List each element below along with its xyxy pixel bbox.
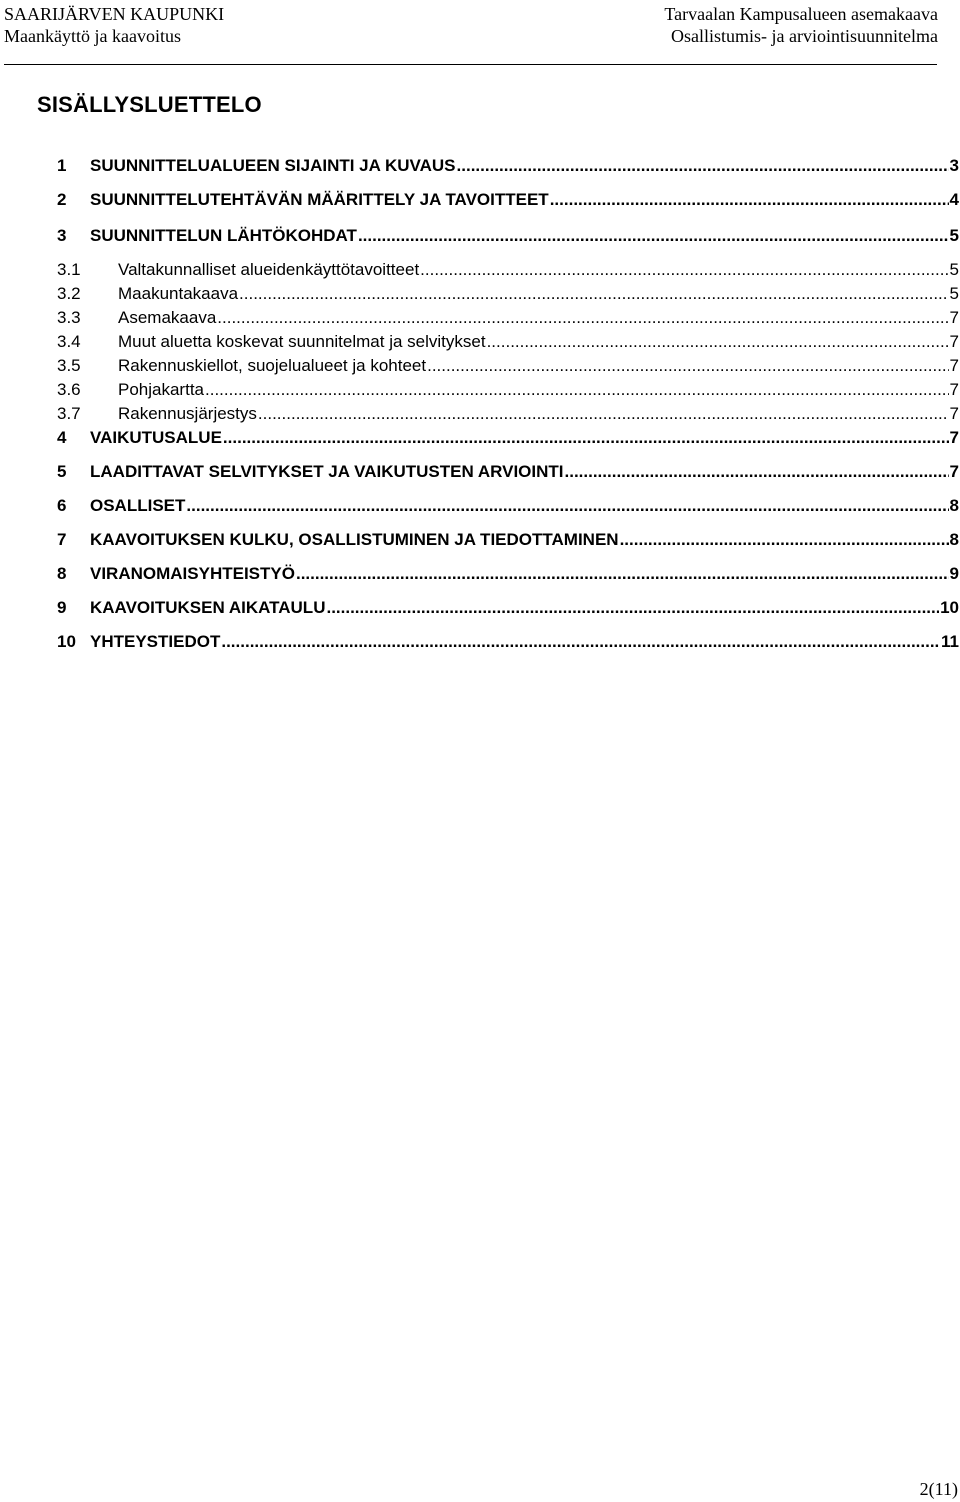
toc-subentry[interactable] [57, 306, 960, 330]
toc-entry-number: 10 [57, 632, 76, 651]
toc-entry[interactable] [57, 630, 960, 654]
toc-entry-title: SUUNNITTELUALUEEN SIJAINTI JA KUVAUS [90, 156, 456, 175]
toc-entry-title: Rakennusjärjestys [118, 404, 257, 423]
header-left [4, 3, 224, 47]
toc-entry-page: 7 [949, 380, 959, 399]
page-number: 2(11) [919, 1479, 958, 1499]
toc-entry-page: 10 [940, 598, 959, 617]
toc-entry-number: 7 [57, 530, 67, 549]
toc-entry-page: 4 [949, 190, 959, 209]
toc-entry-page: 7 [949, 404, 959, 423]
toc-entry-title: Asemakaava [118, 308, 217, 327]
toc-dot-leader [358, 224, 949, 248]
toc-dot-leader [221, 630, 940, 654]
toc-dot-leader [427, 354, 948, 378]
toc-entry-title: KAAVOITUKSEN AIKATAULU [90, 598, 326, 617]
header-divider [4, 64, 937, 65]
toc-dot-leader [620, 528, 949, 552]
toc-entry-number: 8 [57, 564, 67, 583]
toc-entry-page: 9 [949, 564, 959, 583]
toc-entry[interactable] [57, 154, 960, 178]
toc-entry[interactable] [57, 596, 960, 620]
toc-subentry[interactable] [57, 330, 960, 354]
toc-entry-number: 3.6 [57, 380, 81, 399]
toc-dot-leader [326, 596, 939, 620]
toc-entry-number: 6 [57, 496, 67, 515]
toc-dot-leader [186, 494, 948, 518]
toc-entry-title: VIRANOMAISYHTEISTYÖ [90, 564, 295, 583]
toc-entry[interactable] [57, 224, 960, 248]
toc-subentry[interactable] [57, 378, 960, 402]
toc-entry-title: YHTEYSTIEDOT [90, 632, 221, 651]
toc-entry[interactable] [57, 426, 960, 450]
toc-dot-leader [487, 330, 949, 354]
toc-dot-leader [296, 562, 949, 586]
toc-dot-leader [420, 258, 948, 282]
toc-entry-number: 3 [57, 226, 67, 245]
department-name: Maankäyttö ja kaavoitus [4, 26, 181, 46]
toc-entry-page: 5 [949, 226, 959, 245]
toc-entry-title: Pohjakartta [118, 380, 204, 399]
toc-subentry[interactable] [57, 354, 960, 378]
toc-entry-page: 7 [949, 428, 959, 447]
toc-entry-number: 3.5 [57, 356, 81, 375]
toc-entry-page: 7 [949, 308, 959, 327]
toc-subentry[interactable] [57, 282, 960, 306]
toc-entry-page: 7 [949, 356, 959, 375]
toc-dot-leader [550, 188, 949, 212]
toc-entry-number: 5 [57, 462, 67, 481]
toc-entry-page: 3 [949, 156, 959, 175]
toc-entry-number: 1 [57, 156, 67, 175]
toc-entry-title: LAADITTAVAT SELVITYKSET JA VAIKUTUSTEN ARVIOINTI [90, 462, 564, 481]
toc-entry[interactable] [57, 188, 960, 212]
toc-entry-title: VAIKUTUSALUE [90, 428, 222, 447]
toc-entry-title: SUUNNITTELUTEHTÄVÄN MÄÄRITTELY JA TAVOITTEET [90, 190, 549, 209]
toc-dot-leader [205, 378, 949, 402]
toc-title: SISÄLLYSLUETTELO [37, 92, 262, 117]
toc-entry-number: 3.4 [57, 332, 81, 351]
document-type: Osallistumis- ja arviointisuunnitelma [671, 26, 938, 46]
toc-entry-title: Muut aluetta koskevat suunnitelmat ja selvitykset [118, 332, 486, 351]
toc-subentry[interactable] [57, 258, 960, 282]
toc-subentry[interactable] [57, 402, 960, 426]
toc-entry-title: Maakuntakaava [118, 284, 239, 303]
document-project-title: Tarvaalan Kampusalueen asemakaava [664, 4, 938, 24]
organization-name: SAARIJÄRVEN KAUPUNKI [4, 4, 225, 24]
toc-entry-page: 5 [949, 260, 959, 279]
toc-entry-title: SUUNNITTELUN LÄHTÖKOHDAT [90, 226, 357, 245]
toc-entry-page: 7 [949, 462, 959, 481]
header-right [664, 3, 938, 47]
toc-entry[interactable] [57, 460, 960, 484]
toc-entry-number: 3.7 [57, 404, 81, 423]
toc-entry-number: 3.1 [57, 260, 81, 279]
toc-dot-leader [258, 402, 949, 426]
toc-entry-number: 9 [57, 598, 67, 617]
toc-entry-title: OSALLISET [90, 496, 186, 515]
toc-dot-leader [217, 306, 948, 330]
toc-entry-page: 11 [941, 632, 959, 651]
toc-entry[interactable] [57, 494, 960, 518]
toc-entry-number: 3.3 [57, 308, 81, 327]
toc-entry-page: 8 [949, 496, 959, 515]
toc-entry-title: Valtakunnalliset alueidenkäyttötavoitteet [118, 260, 420, 279]
toc-dot-leader [239, 282, 949, 306]
toc-entry-title: Rakennuskiellot, suojelualueet ja kohteet [118, 356, 427, 375]
toc-entry-page: 8 [949, 530, 959, 549]
toc-entry-number: 3.2 [57, 284, 81, 303]
toc-entry-page: 5 [949, 284, 959, 303]
toc-dot-leader [223, 426, 949, 450]
toc-entry-title: KAAVOITUKSEN KULKU, OSALLISTUMINEN JA TIEDOTTAMINEN [90, 530, 619, 549]
toc-entry-number: 4 [57, 428, 67, 447]
toc-dot-leader [565, 460, 949, 484]
toc-dot-leader [457, 154, 949, 178]
toc-entry[interactable] [57, 562, 960, 586]
toc-entry-number: 2 [57, 190, 67, 209]
toc-entry[interactable] [57, 528, 960, 552]
toc-entry-page: 7 [949, 332, 959, 351]
